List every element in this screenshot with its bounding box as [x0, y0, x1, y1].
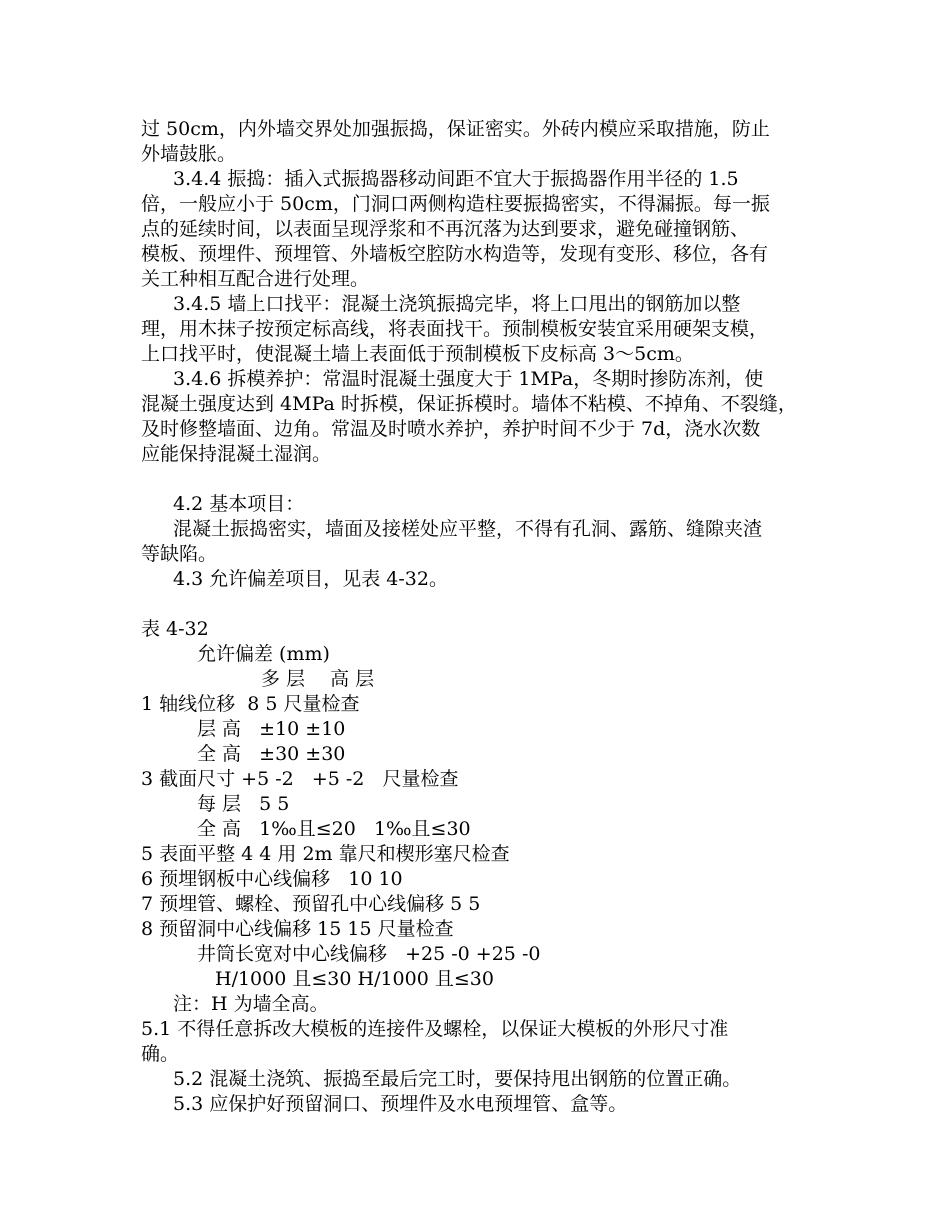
- section-heading: 4.2 基本项目：: [173, 493, 305, 515]
- text-line: 5.3 应保护好预留洞口、预埋件及水电预埋管、盒等。: [173, 1093, 628, 1115]
- table-caption: 表 4-32: [141, 618, 209, 640]
- text-line: 3.4.4 振捣：插入式振捣器移动间距不宜大于振捣器作用半径的 1.5: [173, 168, 739, 190]
- table-header: 多 层 高 层: [261, 668, 375, 690]
- text-line: 倍，一般应小于 50cm，门洞口两侧构造柱要振捣密实，不得漏振。每一振: [141, 193, 770, 215]
- table-row: H/1000 且≤30 H/1000 且≤30: [215, 968, 494, 990]
- text-line: 5.1 不得任意拆改大模板的连接件及螺栓，以保证大模板的外形尺寸准: [141, 1018, 729, 1040]
- text-line: 应能保持混凝土湿润。: [141, 443, 332, 465]
- table-row: 7 预埋管、螺栓、预留孔中心线偏移 5 5: [141, 893, 481, 915]
- text-line: 混凝土强度达到 4MPa 时拆模，保证拆模时。墙体不粘模、不掉角、不裂缝，: [141, 393, 797, 415]
- table-row: 1 轴线位移 8 5 尺量检查: [141, 693, 360, 715]
- text-line: 模板、预埋件、预埋管、外墙板空腔防水构造等，发现有变形、移位，各有: [141, 243, 769, 265]
- text-line: 3.4.5 墙上口找平：混凝土浇筑振捣完毕，将上口甩出的钢筋加以整: [173, 293, 741, 315]
- table-row: 全 高 1‰且≤20 1‰且≤30: [197, 818, 471, 840]
- text-line: 外墙鼓胀。: [141, 143, 237, 165]
- table-row: 层 高 ±10 ±10: [197, 718, 346, 740]
- text-line: 理，用木抹子按预定标高线，将表面找干。预制模板安装宜采用硬架支模，: [141, 318, 769, 340]
- text-line: 上口找平时，使混凝土墙上表面低于预制模板下皮标高 3～5cm。: [141, 343, 694, 365]
- table-row: 3 截面尺寸 +5 -2 +5 -2 尺量检查: [141, 768, 459, 790]
- table-row: 8 预留洞中心线偏移 15 15 尺量检查: [141, 918, 454, 940]
- table-row: 全 高 ±30 ±30: [197, 743, 346, 765]
- table-header: 允许偏差 (mm): [197, 643, 330, 665]
- text-line: 确。: [141, 1043, 180, 1065]
- text-line: 过 50cm，内外墙交界处加强振捣，保证密实。外砖内模应采取措施，防止: [141, 118, 770, 140]
- text-line: 5.2 混凝土浇筑、振捣至最后完工时，要保持甩出钢筋的位置正确。: [173, 1068, 742, 1090]
- text-line: 关工种相互配合进行处理。: [141, 268, 370, 290]
- text-line: 等缺陷。: [141, 543, 218, 565]
- text-line: 点的延续时间，以表面呈现浮浆和不再沉落为达到要求，避免碰撞钢筋、: [141, 218, 750, 240]
- table-row: 6 预埋钢板中心线偏移 10 10: [141, 868, 403, 890]
- table-row: 5 表面平整 4 4 用 2m 靠尺和楔形塞尺检查: [141, 843, 510, 865]
- section-heading: 4.3 允许偏差项目，见表 4-32。: [173, 568, 448, 590]
- table-row: 井筒长宽对中心线偏移 +25 -0 +25 -0: [197, 943, 541, 965]
- table-note: 注：H 为墙全高。: [173, 993, 329, 1015]
- table-row: 每 层 5 5: [197, 793, 290, 815]
- text-line: 及时修整墙面、边角。常温及时喷水养护，养护时间不少于 7d，浇水次数: [141, 418, 761, 440]
- text-line: 混凝土振捣密实，墙面及接槎处应平整，不得有孔洞、露筋、缝隙夹渣: [173, 518, 763, 540]
- text-line: 3.4.6 拆模养护：常温时混凝土强度大于 1MPa，冬期时掺防冻剂，使: [173, 368, 764, 390]
